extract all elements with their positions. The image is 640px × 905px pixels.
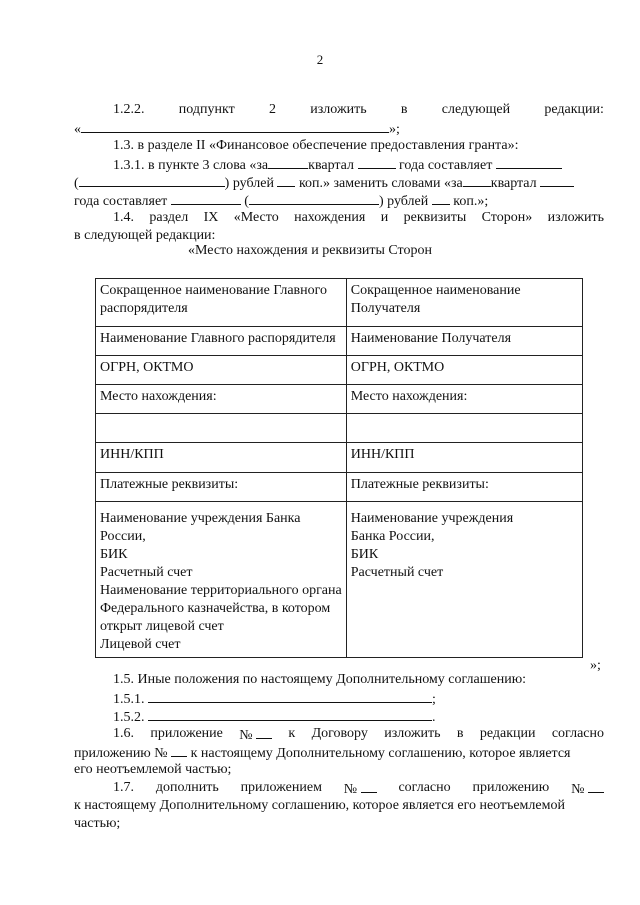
table-cell: Наименование Получателя [346,327,582,356]
table-cell [346,414,582,443]
table-cell: Место нахождения: [346,385,582,414]
paragraph-1-6-line2: приложению № к настоящему Дополнительному соглашению, которое является [74,743,604,763]
table-cell: ИНН/КПП [346,443,582,473]
paragraph-1-5: 1.5. Иные положения по настоящему Дополнительному соглашению: [113,672,527,687]
table-heading: «Место нахождения и реквизиты Сторон [188,243,432,258]
paragraph-1-6-line3: его неотъемлемой частью; [74,762,232,777]
paragraph-1-5-2: 1.5.2. . [113,707,604,727]
table-cell: Сокращенное наименование Получателя [346,279,582,327]
table-row [96,473,583,502]
paragraph-1-3-1-line3: года составляет ( ) рублей коп.»; [74,191,604,211]
paragraph-1-2-2-line2: « »; [74,119,604,139]
table-cell [96,414,347,443]
table-row [96,414,583,443]
requisites-table [95,278,583,658]
page-number: 2 [316,52,324,67]
paragraph-1-4-line1: 1.4. раздел IX «Место нахождения и реквизиты Сторон» изложить [113,210,604,225]
paragraph-1-4-line2: в следующей редакции: [74,228,216,243]
table-row [96,327,583,356]
table-row [96,502,583,658]
paragraph-1-3-1-line1: 1.3.1. в пункте 3 слова «за квартал года составляет [113,155,604,175]
table-cell: Сокращенное наименование Главного распорядителя [96,279,347,327]
table-cell: Платежные реквизиты: [96,473,347,502]
table-row [96,279,583,327]
table-cell: Наименование учреждения Банка России, БИК Расчетный счет [346,502,582,658]
table-row [96,385,583,414]
table-cell: ОГРН, ОКТМО [346,356,582,385]
paragraph-1-2-2-line1: 1.2.2. подпункт 2 изложить в следующей редакции: [113,102,604,117]
table-row [96,356,583,385]
paragraph-1-5-1: 1.5.1. ; [113,689,604,709]
table-cell: Место нахождения: [96,385,347,414]
paragraph-1-6-line1: 1.6. приложение № к Договору изложить в редакции согласно [113,726,604,743]
paragraph-1-7-line1: 1.7. дополнить приложением № согласно приложению № [113,779,604,799]
table-cell: ОГРН, ОКТМО [96,356,347,385]
table-row [96,443,583,473]
table-cell: Платежные реквизиты: [346,473,582,502]
table-cell: ИНН/КПП [96,443,347,473]
paragraph-1-7-line2: к настоящему Дополнительному соглашению, которое является его неотъемлемой [74,798,565,813]
blank-line [81,119,389,133]
table-cell: Наименование Главного распорядителя [96,327,347,356]
table-close-quote: »; [590,658,601,673]
paragraph-1-7-line3: частью; [74,816,121,831]
paragraph-1-3: 1.3. в разделе II «Финансовое обеспечение предоставления гранта»: [113,138,519,153]
table-cell: Наименование учреждения Банка России, БИК Расчетный счет Наименование территориального органа Федерального казначейства, в котором открыт лицевой счет Лицевой счет [96,502,347,658]
paragraph-1-3-1-line2: ( ) рублей коп.» заменить словами «за квартал [74,173,604,193]
